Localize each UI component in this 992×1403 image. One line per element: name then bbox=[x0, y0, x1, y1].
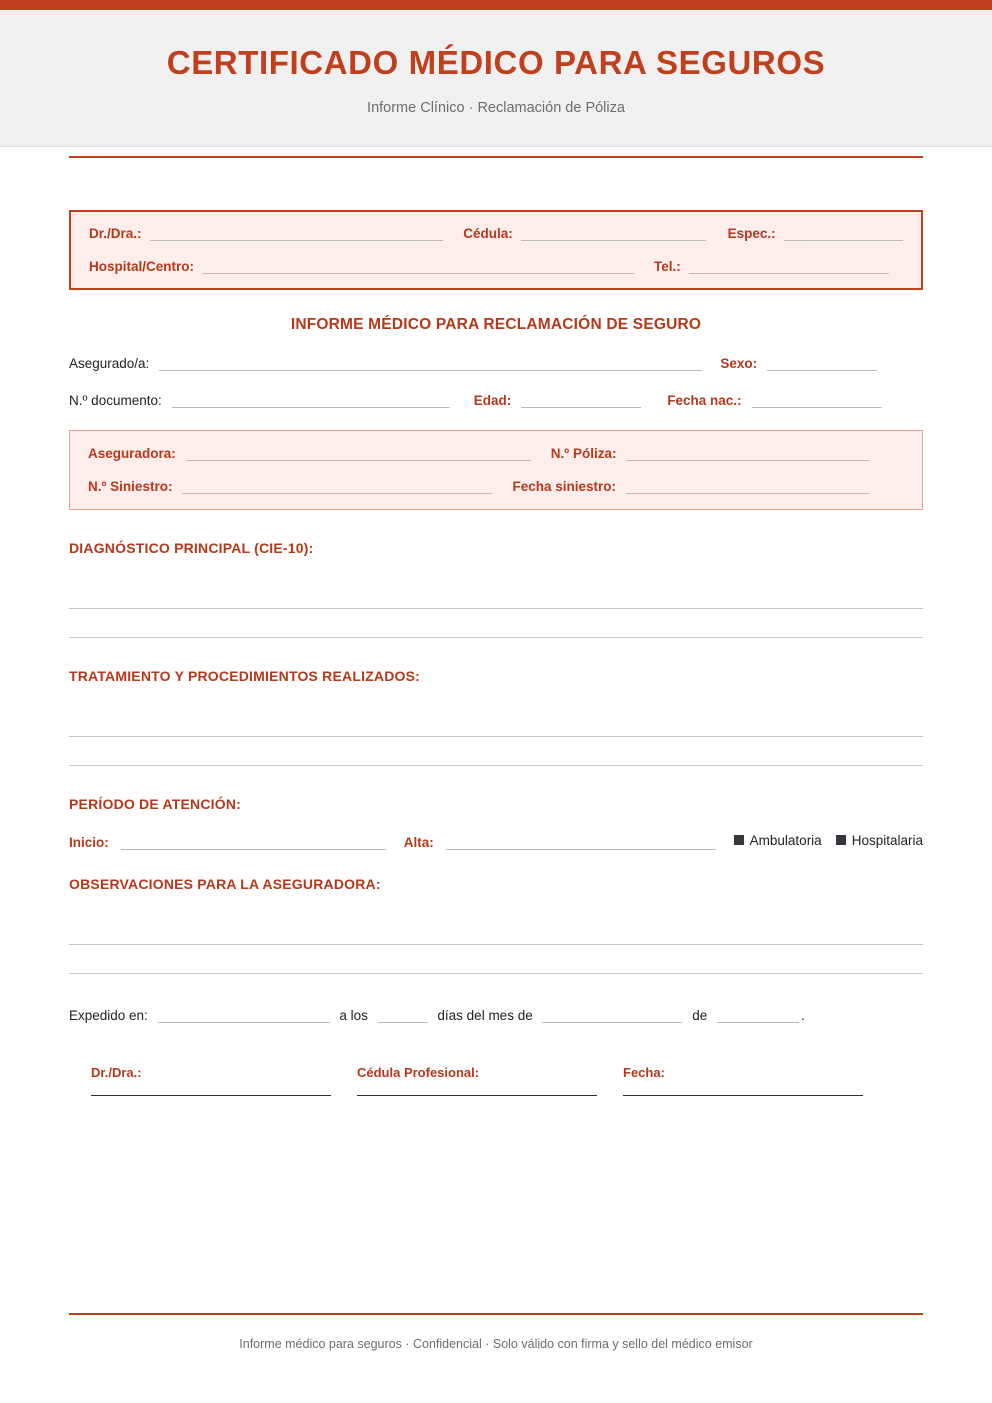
signature-cedula-line[interactable] bbox=[357, 1094, 597, 1096]
checkbox-square-icon bbox=[734, 835, 744, 845]
observaciones-lines bbox=[69, 916, 923, 974]
page-subtitle: Informe Clínico · Reclamación de Póliza bbox=[367, 100, 625, 116]
asegurado-field[interactable] bbox=[159, 357, 702, 371]
signature-fecha-label: Fecha: bbox=[623, 1065, 665, 1080]
diagnostico-line-2[interactable] bbox=[69, 609, 923, 638]
aseguradora-field[interactable] bbox=[186, 447, 531, 461]
fecha-siniestro-label: Fecha siniestro: bbox=[512, 479, 616, 494]
poliza-label: N.º Póliza: bbox=[550, 446, 617, 461]
policy-row-2 bbox=[88, 479, 904, 494]
expedido-lugar-field[interactable] bbox=[158, 1009, 330, 1023]
doctor-name-label: Dr./Dra.: bbox=[89, 226, 142, 241]
poliza-field[interactable] bbox=[626, 447, 869, 461]
policy-info-box bbox=[69, 430, 923, 510]
alta-label: Alta: bbox=[403, 835, 434, 850]
edad-field[interactable] bbox=[521, 394, 641, 408]
fecha-nacimiento-label: Fecha nac.: bbox=[667, 393, 742, 408]
alta-field[interactable] bbox=[446, 836, 716, 850]
signature-doctor-label: Dr./Dra.: bbox=[91, 1065, 142, 1080]
ambulatoria-checkbox[interactable] bbox=[734, 832, 822, 850]
fecha-nacimiento-field[interactable] bbox=[752, 394, 882, 408]
doctor-row-1 bbox=[89, 226, 903, 241]
especialidad-field[interactable] bbox=[784, 227, 903, 241]
top-accent-bar bbox=[0, 0, 992, 10]
doctor-name-field[interactable] bbox=[150, 227, 444, 241]
patient-row-1 bbox=[69, 356, 923, 371]
expedido-dia-field[interactable] bbox=[378, 1009, 428, 1023]
hospital-field[interactable] bbox=[202, 260, 634, 274]
tratamiento-lines bbox=[69, 708, 923, 766]
hospitalaria-checkbox[interactable] bbox=[836, 832, 923, 850]
telefono-field[interactable] bbox=[689, 260, 889, 274]
expedido-anio-field[interactable] bbox=[717, 1009, 799, 1023]
cedula-field[interactable] bbox=[521, 227, 706, 241]
documento-label: N.º documento: bbox=[69, 393, 162, 408]
hospitalaria-label: Hospitalaria bbox=[851, 833, 923, 848]
document-footer bbox=[0, 1313, 992, 1403]
footer-text: Informe médico para seguros · Confidencial · Solo válido con firma y sello del médico emisor bbox=[239, 1337, 753, 1351]
tratamiento-line-2[interactable] bbox=[69, 737, 923, 766]
documento-field[interactable] bbox=[172, 394, 450, 408]
expedido-label-4: de bbox=[692, 1008, 708, 1023]
periodo-heading: PERÍODO DE ATENCIÓN: bbox=[69, 796, 242, 812]
document-header bbox=[0, 10, 992, 147]
periodo-row bbox=[69, 832, 923, 850]
inicio-label: Inicio: bbox=[69, 835, 109, 850]
observaciones-line-2[interactable] bbox=[69, 945, 923, 974]
signature-doctor-line[interactable] bbox=[91, 1094, 331, 1096]
inicio-field[interactable] bbox=[121, 836, 386, 850]
siniestro-label: N.º Siniestro: bbox=[88, 479, 173, 494]
expedido-label-2: a los bbox=[339, 1008, 368, 1023]
page-title: CERTIFICADO MÉDICO PARA SEGUROS bbox=[166, 44, 826, 81]
telefono-label: Tel.: bbox=[654, 259, 681, 274]
section-title: INFORME MÉDICO PARA RECLAMACIÓN DE SEGURO bbox=[290, 316, 702, 333]
edad-label: Edad: bbox=[473, 393, 512, 408]
fecha-siniestro-field[interactable] bbox=[626, 480, 869, 494]
asegurado-label: Asegurado/a: bbox=[69, 356, 150, 371]
cedula-label: Cédula: bbox=[463, 226, 513, 241]
sexo-field[interactable] bbox=[767, 357, 877, 371]
diagnostico-lines bbox=[69, 580, 923, 638]
signature-fecha bbox=[623, 1065, 863, 1096]
diagnostico-line-1[interactable] bbox=[69, 580, 923, 609]
expedido-mes-field[interactable] bbox=[542, 1009, 682, 1023]
expedido-label-1: Expedido en: bbox=[69, 1008, 148, 1023]
expedido-label-3: días del mes de bbox=[437, 1008, 533, 1023]
sexo-label: Sexo: bbox=[720, 356, 758, 371]
especialidad-label: Espec.: bbox=[727, 226, 776, 241]
expedido-label-5: . bbox=[801, 1008, 805, 1023]
patient-row-2 bbox=[69, 393, 923, 408]
checkbox-square-icon bbox=[836, 835, 846, 845]
signature-block bbox=[69, 1065, 923, 1096]
doctor-info-box bbox=[69, 210, 923, 290]
document-body bbox=[0, 156, 992, 1096]
policy-row-1 bbox=[88, 446, 904, 461]
signature-cedula-label: Cédula Profesional: bbox=[357, 1065, 480, 1080]
ambulatoria-label: Ambulatoria bbox=[749, 833, 822, 848]
signature-cedula bbox=[357, 1065, 597, 1096]
hospital-label: Hospital/Centro: bbox=[89, 259, 195, 274]
expedido-statement bbox=[69, 1008, 923, 1023]
signature-doctor bbox=[91, 1065, 331, 1096]
tratamiento-heading: TRATAMIENTO Y PROCEDIMIENTOS REALIZADOS: bbox=[69, 668, 421, 684]
observaciones-line-1[interactable] bbox=[69, 916, 923, 945]
aseguradora-label: Aseguradora: bbox=[88, 446, 176, 461]
diagnostico-heading: DIAGNÓSTICO PRINCIPAL (CIE-10): bbox=[69, 540, 314, 556]
siniestro-field[interactable] bbox=[182, 480, 492, 494]
doctor-row-2 bbox=[89, 259, 903, 274]
header-divider bbox=[69, 156, 923, 158]
signature-fecha-line[interactable] bbox=[623, 1094, 863, 1096]
observaciones-heading: OBSERVACIONES PARA LA ASEGURADORA: bbox=[69, 876, 381, 892]
tratamiento-line-1[interactable] bbox=[69, 708, 923, 737]
